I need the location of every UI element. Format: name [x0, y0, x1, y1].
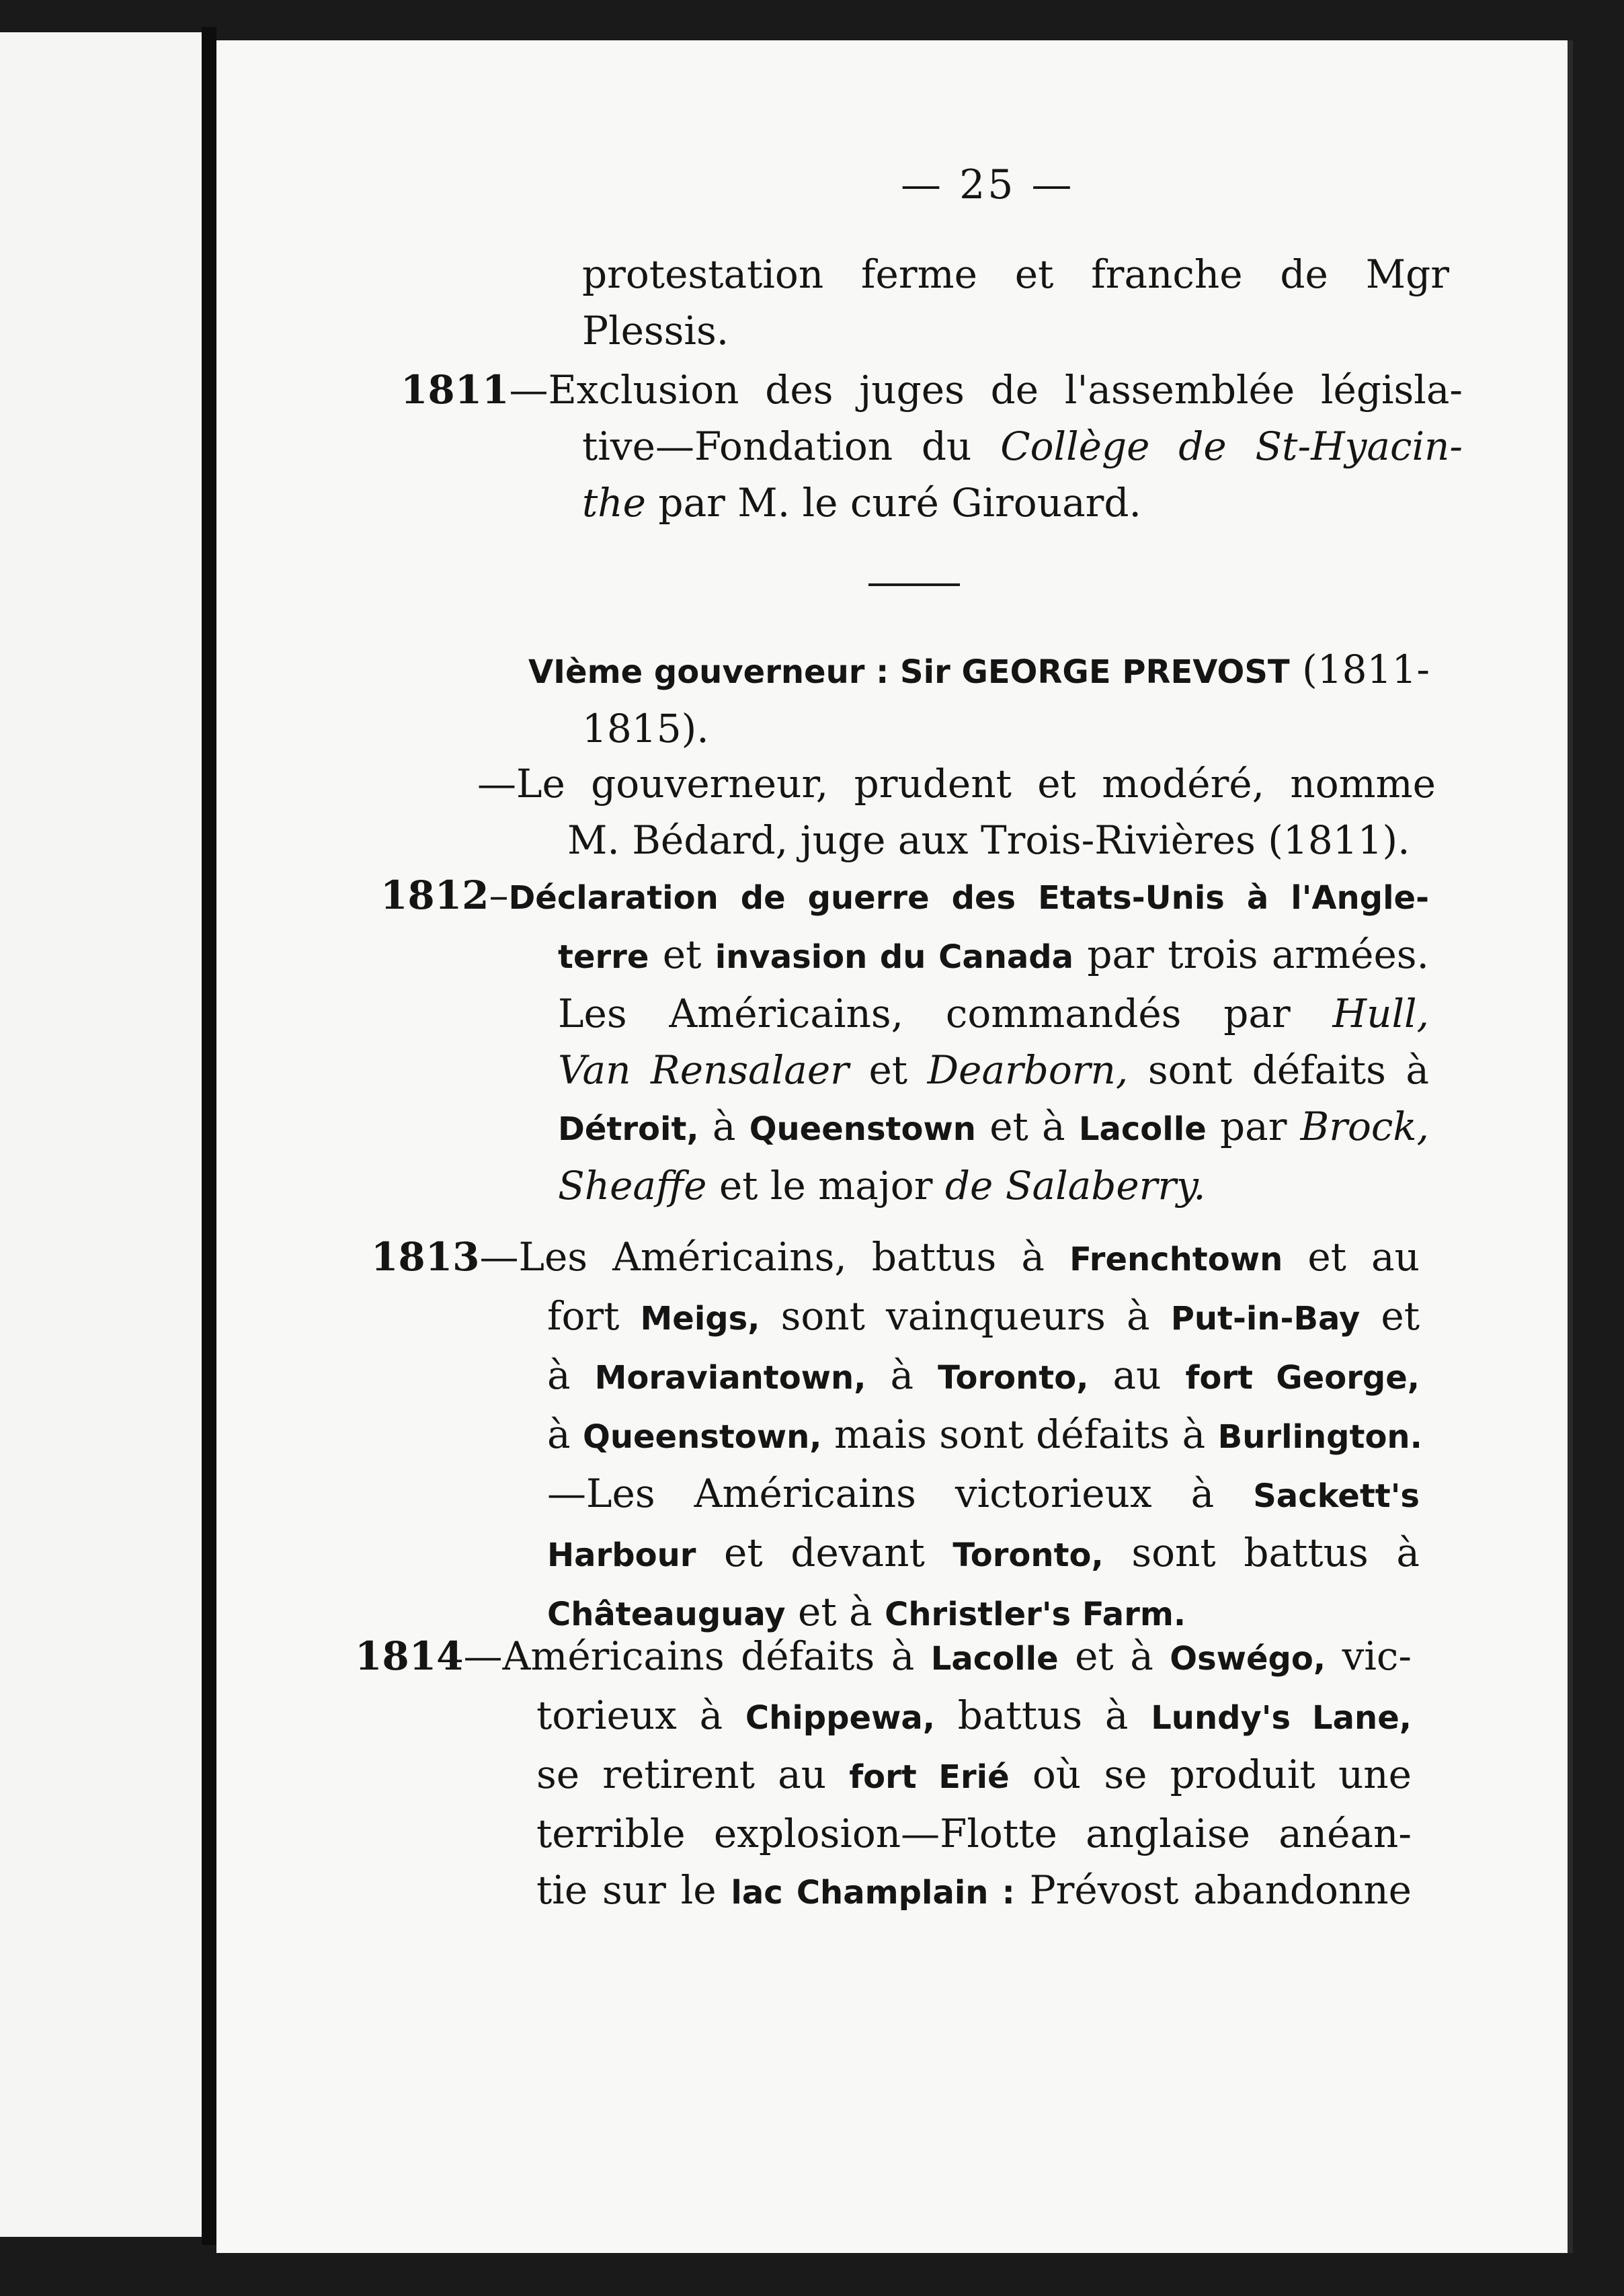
entry-1812: 1812–Déclaration de guerre des Etats-Unis à l'Angle- terre et invasion du Canada par trois armées. Les Américains, commandés par Hull, Van Rensalaer et Dearborn, sont défaits à Détroit, à Queenstown et à Lacolle par Brock, Sheaffe et le major de Salaberry.	[380, 872, 1429, 1208]
entry-1811: 1811—Exclusion des juges de l'assemblée législa- tive—Fondation du Collège de St-Hyacin- the par M. le curé Girouard.	[401, 367, 1463, 526]
entry-year: 1814	[355, 1633, 464, 1679]
governor-heading: VIème gouverneur : Sir GEORGE PREVOST (1811- 1815).	[528, 647, 1430, 751]
entry-year: 1813	[371, 1234, 480, 1280]
governor-title: VIème gouverneur : Sir GEORGE PREVOST	[528, 653, 1290, 691]
college-name: Collège de St-Hyacin-	[1000, 423, 1463, 469]
governor-note: —Le gouverneur, prudent et modéré, nomme M. Bédard, juge aux Trois-Rivières (1811).	[477, 761, 1436, 863]
page-number: — 25 —	[901, 161, 1075, 208]
entry-year: 1811	[401, 367, 510, 413]
entry-1813: 1813—Les Américains, battus à Frenchtown et au fort Meigs, sont vainqueurs à Put-in-Bay et à Moraviantown, à Toronto, au fort George, à Queenstown, mais sont défaits à Burlington. —Les Américains victorieux à Sackett's Harbour et devant Toronto, sont battus à Châteauguay et à Christler's Farm.	[371, 1234, 1422, 1635]
text-line: protestation ferme et franche de Mgr	[582, 251, 1449, 297]
continuation-paragraph	[582, 246, 1449, 359]
text-line: Plessis.	[582, 308, 729, 354]
entry-year: 1812	[380, 872, 489, 918]
section-divider	[868, 583, 960, 586]
book-gutter	[202, 27, 216, 2245]
facing-page	[0, 32, 202, 2237]
entry-1814: 1814—Américains défaits à Lacolle et à Oswégo, vic- torieux à Chippewa, battus à Lundy's Lane, se retirent au fort Erié où se produit une terrible explosion—Flotte anglaise anéan- tie sur le lac Champlain : Prévost abandonne	[355, 1633, 1412, 1913]
